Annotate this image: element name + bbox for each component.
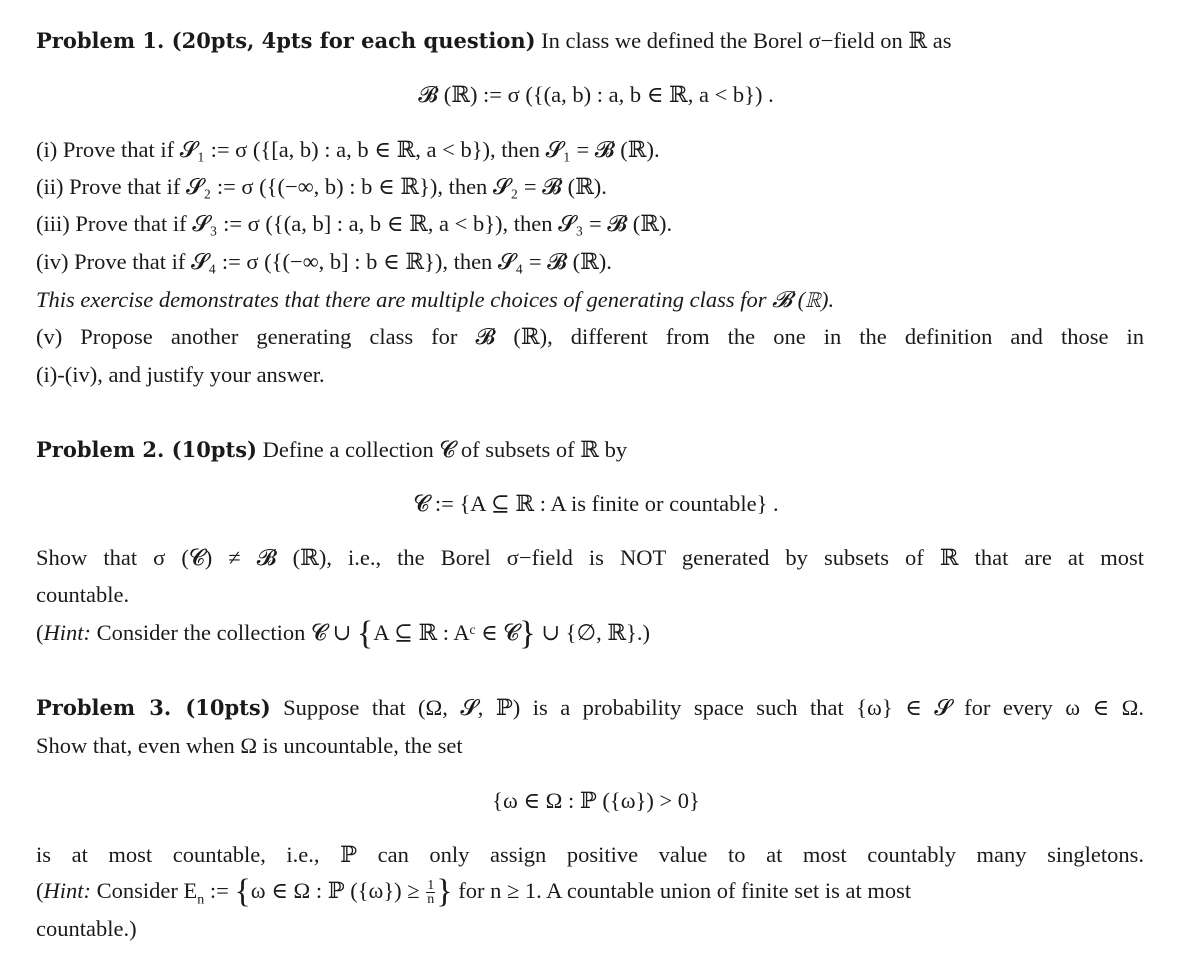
hint-consider-en: Consider E xyxy=(96,878,198,903)
hint-label: Hint: xyxy=(43,620,91,645)
hint-assign: := xyxy=(209,878,229,903)
problem3-line1-wrap xyxy=(36,693,1144,723)
hint-label: Hint: xyxy=(43,878,91,903)
problem1-question-v-line2: (i)-(iv), and justify your answer. xyxy=(36,362,325,387)
problem3-heading: Problem 3. (10pts) xyxy=(36,695,271,720)
hint-subscript-n: n xyxy=(197,892,205,908)
hint-rest: for n ≥ 1. A countable union of finite set is at most xyxy=(458,878,912,903)
problem2-heading: Problem 2. (10pts) xyxy=(36,437,257,462)
problem1-question-ii: (ii) Prove that if 𝓢₂ := σ ({(−∞, b) : b ∈ ℝ}), then 𝓢₂ = 𝓑 (ℝ). xyxy=(36,174,607,199)
fraction-denominator: n xyxy=(427,892,435,908)
problem1-question-i: (i) Prove that if 𝓢₁ := σ ({[a, b) : a, b ∈ ℝ, a < b}), then 𝓢₁ = 𝓑 (ℝ). xyxy=(36,137,660,162)
hint-math-a: 𝓒 ∪ xyxy=(310,620,352,645)
problem1-question-iii: (iii) Prove that if 𝓢₃ := σ ({(a, b] : a, b ∈ ℝ, a < b}), then 𝓢₃ = 𝓑 (ℝ). xyxy=(36,211,673,236)
problem3-hint-end: countable.) xyxy=(36,916,137,941)
problem1-heading-line xyxy=(36,26,1156,56)
collection-c-definition: 𝓒 := {A ⊆ ℝ : A is finite or countable} . xyxy=(413,491,779,516)
borel-definition: 𝓑 (ℝ) := σ ({(a, b) : a, b ∈ ℝ, a < b}) . xyxy=(418,82,774,107)
problem2-heading-line xyxy=(36,435,1156,465)
problem1-remark: This exercise demonstrates that there are multiple choices of generating class for 𝓑 (ℝ). xyxy=(36,287,835,312)
problem3-line3: is at most countable, i.e., ℙ can only assign positive value to at most countably many singletons. xyxy=(36,842,1144,867)
problem2-line2: countable. xyxy=(36,582,130,607)
problem3-line1: Suppose that (Ω, 𝓢, ℙ) is a probability space such that {ω} ∈ 𝓢 for every ω ∈ Ω. xyxy=(283,695,1144,720)
problem1-question-iv: (iv) Prove that if 𝓢₄ := σ ({(−∞, b] : b ∈ ℝ}), then 𝓢₄ = 𝓑 (ℝ). xyxy=(36,249,612,274)
hint-math-b: A ⊆ ℝ : Aᶜ ∈ 𝓒 xyxy=(373,620,520,645)
hint-math-c: ∪ {∅, ℝ}.) xyxy=(541,620,650,645)
hint-text: Consider the collection xyxy=(96,620,306,645)
hint-brace-close: } xyxy=(436,873,453,910)
positive-singleton-set: {ω ∈ Ω : ℙ ({ω}) > 0} xyxy=(492,788,700,813)
problem2-intro: Define a collection 𝓒 of subsets of ℝ by xyxy=(262,437,628,462)
problem1-question-v-line1: (v) Propose another generating class for 𝓑 (ℝ), different from the one in the definition and those in xyxy=(36,324,1144,349)
fraction-one-over-n xyxy=(426,879,435,906)
hint-open-paren: ( xyxy=(36,878,44,903)
problem2-hint xyxy=(36,615,1156,652)
hint-set-condition: ω ∈ Ω : ℙ ({ω}) ≥ xyxy=(250,878,420,903)
problem3-line2: Show that, even when Ω is uncountable, the set xyxy=(36,733,463,758)
hint-brace-open: { xyxy=(234,873,251,910)
hint-brace-open: { xyxy=(357,615,374,652)
hint-brace-close: } xyxy=(519,615,536,652)
fraction-numerator: 1 xyxy=(427,878,435,894)
problem1-heading: Problem 1. (20pts, 4pts for each question) xyxy=(36,28,536,53)
problem1-intro: In class we defined the Borel σ−field on ℝ as xyxy=(541,28,952,53)
hint-open-paren: ( xyxy=(36,620,44,645)
problem2-line1: Show that σ (𝓒) ≠ 𝓑 (ℝ), i.e., the Borel σ−field is NOT generated by subsets of ℝ that are at most xyxy=(36,545,1144,570)
problem3-hint xyxy=(36,873,1156,916)
